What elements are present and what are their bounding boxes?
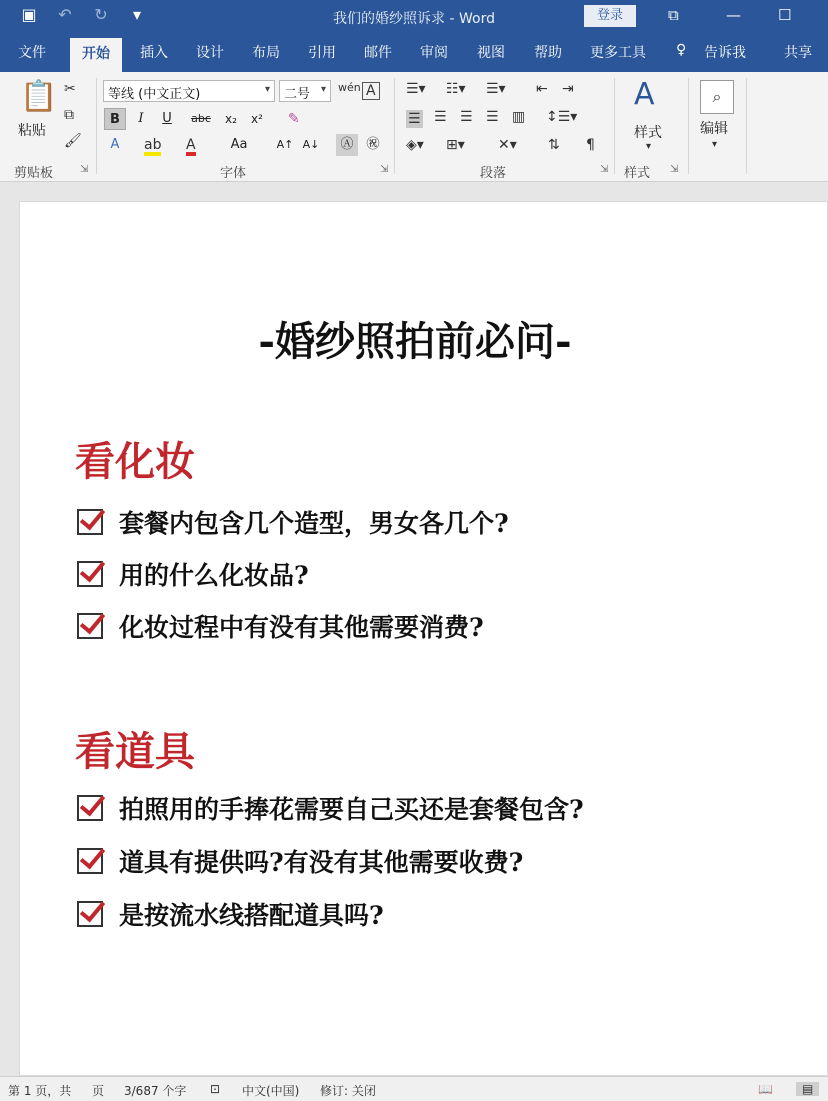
search-icon[interactable]: ⌕ bbox=[700, 80, 734, 114]
tab-share[interactable]: 共享 bbox=[784, 45, 812, 61]
distributed-icon[interactable]: ▥ bbox=[512, 109, 526, 125]
shading-icon[interactable]: ◈▾ bbox=[406, 137, 424, 153]
tab-home[interactable]: 开始 bbox=[70, 38, 122, 72]
list-item bbox=[77, 897, 384, 931]
list-item bbox=[77, 557, 309, 591]
styles-group-label: 样式 bbox=[624, 166, 651, 181]
tab-help[interactable]: 帮助 bbox=[534, 45, 562, 61]
format-painter-icon[interactable]: 🖌 bbox=[64, 133, 82, 149]
language-indicator[interactable]: 中文(中国) bbox=[242, 1084, 300, 1098]
numbering-icon[interactable]: ☷▾ bbox=[446, 81, 466, 97]
section-title-makeup: 看化妆 bbox=[75, 438, 195, 485]
cut-icon[interactable]: ✂ bbox=[64, 81, 76, 97]
minimize-icon[interactable]: — bbox=[726, 6, 741, 24]
print-layout-icon[interactable]: ▤ bbox=[796, 1082, 819, 1096]
font-size-value: 二号 bbox=[284, 87, 311, 102]
subscript-button[interactable]: x₂ bbox=[225, 112, 237, 126]
word-count[interactable]: 3/687 个字 bbox=[124, 1084, 187, 1098]
login-button[interactable]: 登录 bbox=[584, 5, 636, 27]
checkbox-icon[interactable] bbox=[77, 848, 103, 874]
group-divider bbox=[746, 78, 747, 174]
font-color-icon[interactable]: A bbox=[186, 138, 196, 156]
redo-icon[interactable]: ↻ bbox=[94, 5, 108, 24]
strikethrough-button[interactable]: abc bbox=[191, 112, 211, 125]
group-divider bbox=[96, 78, 97, 174]
ribbon bbox=[0, 72, 828, 182]
chevron-down-icon: ▾ bbox=[712, 139, 718, 150]
align-right-icon[interactable]: ☰ bbox=[460, 109, 473, 125]
list-item-text: 是按流水线搭配道具吗? bbox=[119, 901, 384, 930]
asian-layout-icon[interactable]: ✕▾ bbox=[498, 137, 517, 153]
page-count-suffix: 页 bbox=[92, 1084, 105, 1098]
ribbon-tabs bbox=[0, 34, 828, 72]
group-divider bbox=[394, 78, 395, 174]
paste-icon[interactable]: 📋 bbox=[20, 79, 58, 114]
tab-design[interactable]: 设计 bbox=[196, 45, 224, 61]
chevron-down-icon: ▾ bbox=[646, 141, 652, 152]
enclose-chars-button[interactable]: ㊗ bbox=[366, 137, 380, 152]
sort-icon[interactable]: ⇅ bbox=[548, 137, 560, 153]
increase-indent-icon[interactable]: ⇥ bbox=[562, 81, 574, 97]
group-divider bbox=[688, 78, 689, 174]
clipboard-group-label: 剪贴板 bbox=[14, 166, 54, 181]
editing-label[interactable]: 编辑 bbox=[700, 121, 728, 137]
lightbulb-icon: ♀ bbox=[676, 42, 687, 58]
superscript-button[interactable]: x² bbox=[251, 112, 263, 126]
checkbox-icon[interactable] bbox=[77, 795, 103, 821]
tab-insert[interactable]: 插入 bbox=[140, 45, 168, 61]
align-left-icon[interactable]: ☰ bbox=[408, 111, 421, 127]
checkbox-icon[interactable] bbox=[77, 561, 103, 587]
list-item bbox=[77, 609, 484, 643]
checkbox-icon[interactable] bbox=[77, 901, 103, 927]
list-item-text: 用的什么化妆品? bbox=[119, 561, 309, 590]
justify-icon[interactable]: ☰ bbox=[486, 109, 499, 125]
ribbon-display-icon[interactable]: ⧉ bbox=[668, 6, 679, 24]
font-size-select[interactable] bbox=[279, 80, 331, 102]
document-heading: -婚纱照拍前必问- bbox=[258, 318, 572, 365]
tab-layout[interactable]: 布局 bbox=[252, 45, 280, 61]
checkbox-icon[interactable] bbox=[77, 613, 103, 639]
tab-tell-me[interactable]: 告诉我 bbox=[704, 45, 746, 61]
track-changes-status[interactable]: 修订: 关闭 bbox=[320, 1084, 376, 1098]
page-count[interactable]: 第 1 页，共 bbox=[8, 1084, 72, 1098]
char-border-icon[interactable]: A bbox=[362, 82, 380, 100]
document-page[interactable] bbox=[19, 201, 828, 1076]
status-bar bbox=[0, 1076, 828, 1101]
styles-launcher-icon[interactable]: ⇲ bbox=[670, 164, 679, 175]
tab-more-tools[interactable]: 更多工具 bbox=[590, 45, 646, 61]
list-item-text: 拍照用的手捧花需要自己买还是套餐包含? bbox=[119, 795, 584, 824]
list-item bbox=[77, 505, 509, 539]
window-title: 我们的婚纱照诉求 - Word bbox=[333, 11, 495, 27]
document-area bbox=[0, 183, 828, 1076]
copy-icon[interactable]: ⧉ bbox=[64, 107, 74, 123]
italic-button[interactable]: I bbox=[138, 111, 144, 126]
change-case-button[interactable]: Aa bbox=[230, 137, 248, 152]
list-item-text: 套餐内包含几个造型，男女各几个? bbox=[119, 509, 509, 538]
tab-view[interactable]: 视图 bbox=[477, 45, 505, 61]
clipboard-launcher-icon[interactable]: ⇲ bbox=[80, 164, 89, 175]
customize-icon[interactable]: ▾ bbox=[132, 5, 142, 24]
font-name-value: 等线 (中文正文) bbox=[108, 87, 201, 102]
tab-references[interactable]: 引用 bbox=[308, 45, 336, 61]
save-icon[interactable]: ▣ bbox=[21, 5, 37, 24]
list-item bbox=[77, 791, 584, 825]
section-title-props: 看道具 bbox=[75, 728, 195, 775]
highlight-icon[interactable]: ab bbox=[144, 138, 161, 156]
read-mode-icon[interactable]: 📖 bbox=[758, 1082, 773, 1096]
font-launcher-icon[interactable]: ⇲ bbox=[380, 164, 389, 175]
line-spacing-icon[interactable]: ↕☰▾ bbox=[546, 109, 578, 125]
tab-mailings[interactable]: 邮件 bbox=[364, 45, 392, 61]
maximize-icon[interactable]: ☐ bbox=[778, 6, 792, 24]
paragraph-group-label: 段落 bbox=[480, 166, 507, 181]
bullets-icon[interactable]: ☰▾ bbox=[406, 81, 426, 97]
chevron-down-icon: ▾ bbox=[320, 84, 326, 95]
styles-label[interactable]: 样式 bbox=[634, 125, 662, 141]
proofing-icon[interactable]: ⊡ bbox=[210, 1082, 221, 1096]
font-group-label: 字体 bbox=[220, 166, 247, 181]
font-name-select[interactable] bbox=[103, 80, 275, 102]
paragraph-launcher-icon[interactable]: ⇲ bbox=[600, 164, 609, 175]
char-shading-button[interactable]: Ⓐ bbox=[336, 134, 358, 156]
text-effects-button[interactable]: A bbox=[110, 137, 120, 152]
grow-font-button[interactable]: A↑ bbox=[276, 138, 294, 151]
undo-icon[interactable]: ↶ bbox=[58, 5, 72, 24]
underline-button[interactable]: U bbox=[162, 111, 172, 126]
checkbox-icon[interactable] bbox=[77, 509, 103, 535]
group-divider bbox=[614, 78, 615, 174]
borders-icon[interactable]: ⊞▾ bbox=[446, 137, 465, 153]
shrink-font-button[interactable]: A↓ bbox=[302, 138, 320, 151]
clear-formatting-icon[interactable]: ✎ bbox=[288, 111, 300, 127]
phonetic-guide-icon[interactable]: wén bbox=[338, 81, 361, 94]
bold-button[interactable]: B bbox=[104, 108, 126, 130]
title-bar bbox=[0, 0, 828, 34]
chevron-down-icon: ▾ bbox=[264, 84, 270, 95]
multilevel-list-icon[interactable]: ☰▾ bbox=[486, 81, 506, 97]
paste-label[interactable]: 粘贴 bbox=[18, 123, 46, 139]
align-center-icon[interactable]: ☰ bbox=[434, 109, 447, 125]
decrease-indent-icon[interactable]: ⇤ bbox=[536, 81, 548, 97]
styles-icon[interactable]: A bbox=[634, 77, 655, 112]
tab-review[interactable]: 审阅 bbox=[420, 45, 448, 61]
list-item bbox=[77, 844, 523, 878]
list-item-text: 道具有提供吗?有没有其他需要收费? bbox=[119, 848, 524, 877]
tab-file[interactable]: 文件 bbox=[18, 45, 46, 61]
show-marks-icon[interactable]: ¶ bbox=[586, 137, 595, 153]
list-item-text: 化妆过程中有没有其他需要消费? bbox=[119, 613, 484, 642]
